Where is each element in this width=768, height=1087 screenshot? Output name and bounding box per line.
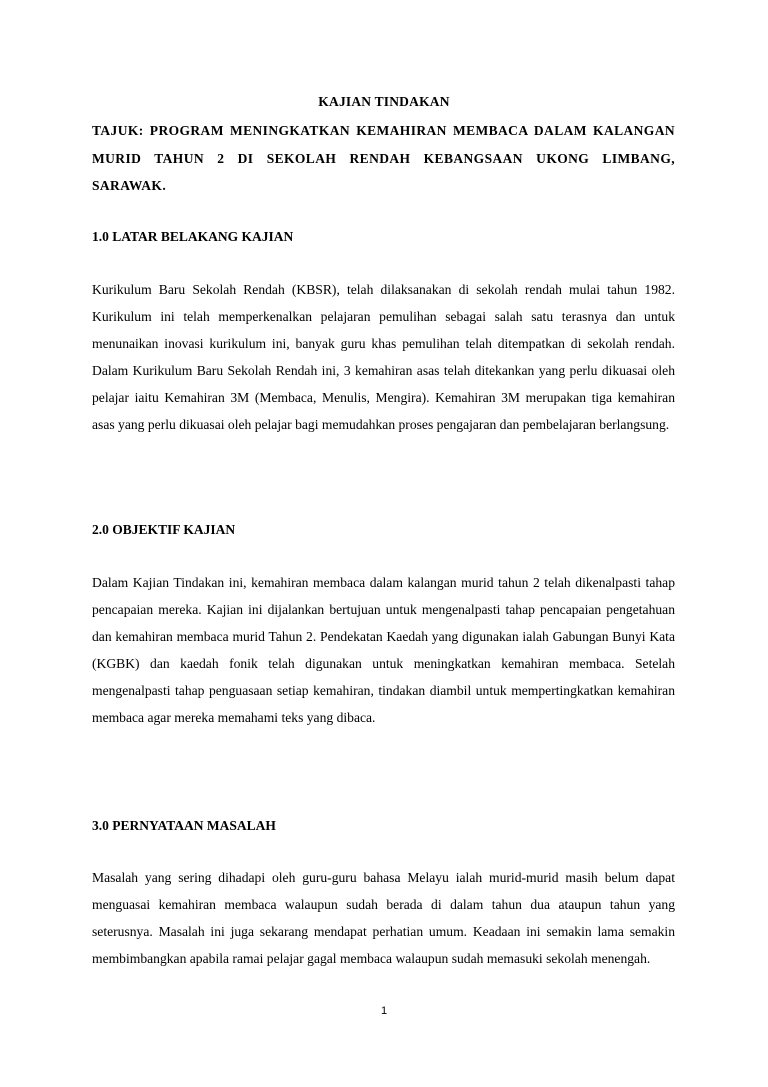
- section-1-heading: 1.0 LATAR BELAKANG KAJIAN: [92, 229, 294, 244]
- section-3-body: Masalah yang sering dihadapi oleh guru-guru bahasa Melayu ialah murid-murid masih belum dapat menguasai kemahiran membaca walaupun sudah berada di dalam tahun dua ataupun tahun yang seterusnya. Masalah ini juga sekarang mendapat perhatian umum. Keadaan ini semakin lama semakin membimbangkan apabila ramai pelajar gagal membaca walaupun sudah memasuki sekolah menengah.: [92, 870, 675, 967]
- section-3-heading: 3.0 PERNYATAAN MASALAH: [92, 818, 276, 833]
- document-title: KAJIAN TINDAKAN: [318, 94, 450, 109]
- document-tajuk: TAJUK: PROGRAM MENINGKATKAN KEMAHIRAN MEMBACA DALAM KALANGAN MURID TAHUN 2 DI SEKOLAH RENDAH KEBANGSAAN UKONG LIMBANG, SARAWAK.: [92, 123, 675, 193]
- section-1-body: Kurikulum Baru Sekolah Rendah (KBSR), telah dilaksanakan di sekolah rendah mulai tahun 1982. Kurikulum ini telah memperkenalkan pelajaran pemulihan sebagai salah satu terasnya dan untuk menunaikan inovasi kurikulum ini, banyak guru khas pemulihan telah ditempatkan di sekolah rendah. Dalam Kurikulum Baru Sekolah Rendah ini, 3 kemahiran asas telah ditekankan yang perlu dikuasai oleh pelajar iaitu Kemahiran 3M (Membaca, Menulis, Mengira). Kemahiran 3M merupakan tiga kemahiran asas yang perlu dikuasai oleh pelajar bagi memudahkan proses pengajaran dan pembelajaran berlangsung.: [92, 282, 675, 433]
- section-2-heading: 2.0 OBJEKTIF KAJIAN: [92, 522, 236, 537]
- section-2-body: Dalam Kajian Tindakan ini, kemahiran membaca dalam kalangan murid tahun 2 telah dikenalpasti tahap pencapaian mereka. Kajian ini dijalankan bertujuan untuk mengenalpasti tahap pencapaian pengetahuan dan kemahiran membaca murid Tahun 2. Pendekatan Kaedah yang digunakan ialah Gabungan Bunyi Kata (KGBK) dan kaedah fonik telah digunakan untuk meningkatkan kemahiran membaca. Setelah mengenalpasti tahap penguasaan setiap kemahiran, tindakan diambil untuk mempertingkatkan kemahiran membaca agar mereka memahami teks yang dibaca.: [92, 575, 675, 726]
- page-number: 1: [380, 1005, 388, 1017]
